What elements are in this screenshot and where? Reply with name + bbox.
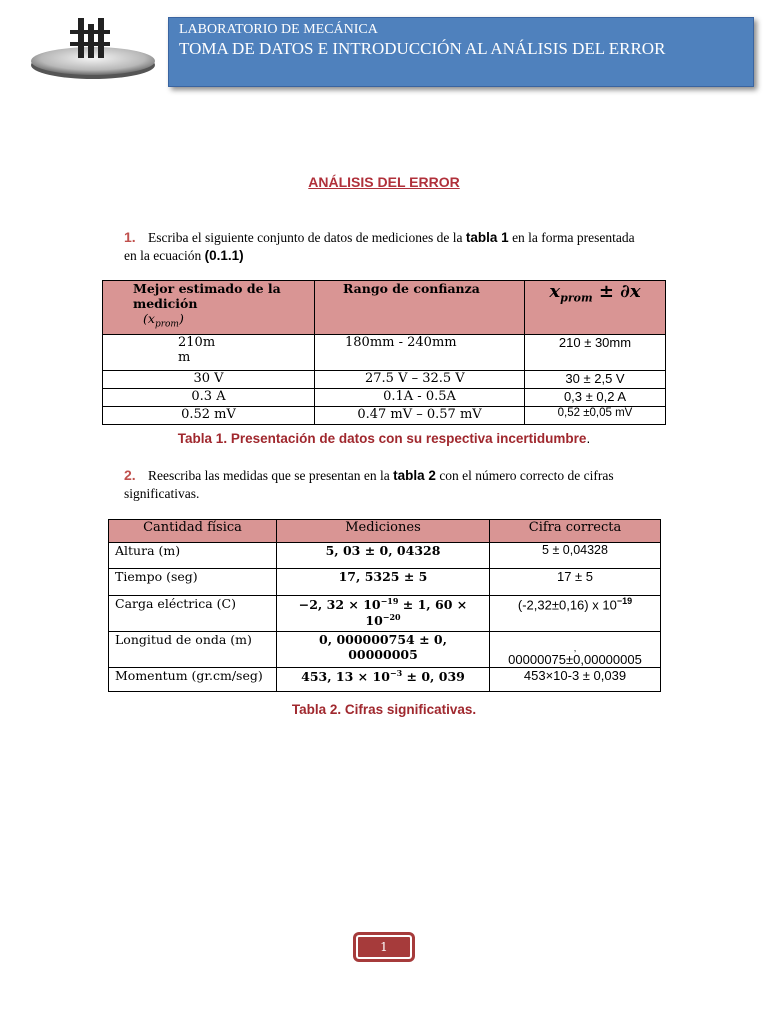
table-1-header-best-label: Mejor estimado de la medición — [133, 281, 281, 311]
question-1-bold-b: (0.1.1) — [204, 248, 244, 263]
table-1-header-best — [103, 281, 315, 335]
question-1-text-b: en la forma presentada en la ecuación — [124, 230, 635, 263]
table-1-cell-range: 180mm - 240mm — [315, 335, 525, 371]
table-row — [103, 389, 666, 407]
table-row — [103, 371, 666, 389]
table-1-cell-result: 0,3 ± 0,2 A — [525, 389, 666, 407]
question-2-bold-a: tabla 2 — [393, 468, 436, 483]
table-2-cell-correct: 17 ± 5 — [490, 569, 661, 596]
table-2-cell-measurement: −2, $32 \times 10^{-19} \pm 1$, $60 \times 10^{-20}$ — [277, 596, 490, 632]
question-1-bold-a: tabla 1 — [465, 230, 509, 245]
table-1-cell-best: 30 V — [103, 371, 315, 389]
table-1-caption: Tabla 1. Presentación de datos con su respectiva incertidumbre. — [177, 431, 591, 446]
table-1-cell-result: 30 ± 2,5 V — [525, 371, 666, 389]
table-2-caption: Tabla 2. Cifras significativas. — [291, 702, 477, 717]
table-2-cell-quantity: Altura (m) — [109, 543, 277, 569]
table-1-cell-range: 27.5 V – 32.5 V — [315, 371, 525, 389]
header-lab-name: LABORATORIO DE MECÁNICA — [179, 22, 378, 37]
table-row — [109, 569, 661, 596]
table-1-cell-best: 210m m — [103, 335, 315, 371]
table-1-header-range: Rango de confianza — [315, 281, 525, 335]
table-1 — [102, 280, 666, 425]
table-row — [109, 668, 661, 692]
question-2 — [124, 466, 644, 503]
table-row — [103, 407, 666, 425]
table-1-cell-range: 0.47 mV – 0.57 mV — [315, 407, 525, 425]
table-2-header-row — [109, 520, 661, 543]
table-1-cell-best: 0.52 mV — [103, 407, 315, 425]
question-2-text-b: con el número correcto de cifras significativas. — [124, 468, 614, 501]
table-1-header-result: $x_{prom} \pm \partial x$ — [525, 281, 666, 335]
question-2-text-a: Reescriba las medidas que se presentan en la — [148, 468, 394, 483]
table-2-cell-measurement: 17, 5325 ± 5 — [277, 569, 490, 596]
table-row — [103, 335, 666, 371]
table-2-cell-measurement: 453, $13 \times 10^{-3} \pm 0$, 039 — [277, 668, 490, 692]
page-number: 1 — [356, 935, 412, 959]
question-1-text-a: Escriba el siguiente conjunto de datos de mediciones de la — [148, 230, 466, 245]
section-title: ANÁLISIS DEL ERROR — [308, 174, 460, 190]
table-2-cell-quantity: Momentum (gr.cm/seg) — [109, 668, 277, 692]
table-row — [109, 543, 661, 569]
table-2-cell-quantity: Longitud de onda (m) — [109, 632, 277, 668]
table-2-cell-measurement: 5, 03 ± 0, 04328 — [277, 543, 490, 569]
table-1-cell-best: 0.3 A — [103, 389, 315, 407]
question-1 — [124, 228, 644, 265]
table-2-header-measurements: Mediciones — [277, 520, 490, 543]
table-2-cell-correct: (-2,32±0,16) x $10^{-19}$ — [490, 596, 661, 632]
question-2-number: 2. — [124, 467, 136, 483]
table-2-header-quantity: Cantidad física — [109, 520, 277, 543]
header-title: TOMA DE DATOS E INTRODUCCIÓN AL ANÁLISIS DEL ERROR — [179, 39, 666, 58]
header-banner — [168, 17, 754, 87]
table-1-cell-result: 0,52 ±0,05 mV — [525, 407, 666, 425]
question-1-number: 1. — [124, 229, 136, 245]
table-2-cell-correct: 5 ± 0,04328 — [490, 543, 661, 569]
table-2-cell-correct: 453×10-3 ± 0,039 — [490, 668, 661, 692]
table-2-cell-quantity: Carga eléctrica (C) — [109, 596, 277, 632]
table-1-cell-result: 210 ± 30mm — [525, 335, 666, 371]
table-row — [109, 596, 661, 632]
table-row — [109, 632, 661, 668]
table-2-header-correct: Cifra correcta — [490, 520, 661, 543]
table-1-cell-range: 0.1A - 0.5A — [315, 389, 525, 407]
table-2 — [108, 519, 661, 692]
table-1-header-best-symbol: $(x_{prom})$ — [143, 311, 184, 330]
table-2-cell-quantity: Tiempo (seg) — [109, 569, 277, 596]
table-2-cell-measurement: 0, 000000754 ± 0, 00000005 — [277, 632, 490, 668]
table-2-cell-correct: , 00000075±0,00000005 — [490, 632, 661, 668]
university-logo-icon — [28, 10, 158, 88]
